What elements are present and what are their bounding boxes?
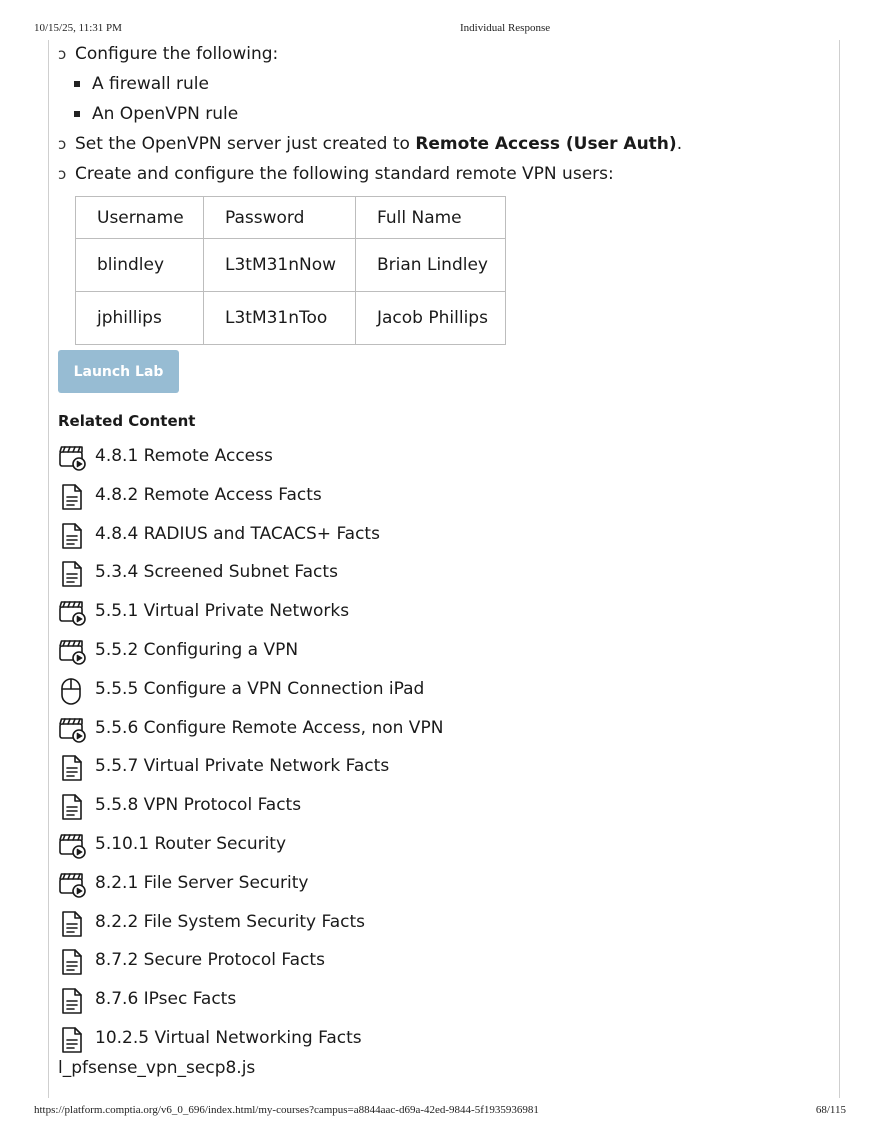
table-cell: Brian Lindley — [356, 239, 506, 292]
sub-item-label: An OpenVPN rule — [92, 104, 239, 124]
video-icon — [58, 638, 88, 666]
print-header — [34, 22, 846, 36]
print-title: Individual Response — [460, 22, 551, 34]
step-configure-label: Configure the following: — [75, 44, 279, 64]
document-icon — [58, 754, 88, 782]
mouse-icon — [58, 677, 88, 705]
related-content-link[interactable]: 8.2.1 File Server Security — [95, 872, 309, 893]
related-content-item[interactable] — [58, 442, 658, 472]
set-server-mode: Remote Access (User Auth) — [415, 134, 677, 154]
related-content-link[interactable]: 5.5.8 VPN Protocol Facts — [95, 795, 302, 816]
step-set-server-text — [75, 132, 682, 156]
table-header-cell: Username — [76, 197, 204, 239]
set-server-suffix: . — [676, 134, 683, 154]
video-icon — [58, 599, 88, 627]
related-content-link[interactable]: 8.7.2 Secure Protocol Facts — [95, 950, 325, 971]
step-bullet: ↄ — [58, 135, 67, 153]
related-content-title: Related Content — [58, 412, 196, 430]
set-server-prefix: Set the OpenVPN server just created to — [75, 134, 416, 154]
related-content-link[interactable]: 5.5.7 Virtual Private Network Facts — [95, 756, 390, 777]
related-content-item[interactable] — [58, 908, 658, 938]
related-content-link[interactable]: 5.5.2 Configuring a VPN — [95, 640, 299, 660]
related-content-item[interactable] — [58, 675, 658, 705]
step-create-users-label: Create and configure the following standard remote VPN users: — [75, 164, 614, 184]
table-cell: jphillips — [76, 292, 204, 345]
sub-item-label: A firewall rule — [92, 74, 209, 94]
related-content-item[interactable] — [58, 520, 658, 550]
related-content-item[interactable] — [58, 636, 658, 666]
related-content-item[interactable] — [58, 714, 658, 744]
square-bullet-icon — [74, 111, 80, 117]
step-bullet: ↄ — [58, 45, 67, 63]
document-icon — [58, 987, 88, 1015]
related-content-item[interactable] — [58, 985, 658, 1015]
document-icon — [58, 948, 88, 976]
table-row — [76, 239, 506, 292]
document-icon — [58, 522, 88, 550]
related-content-item[interactable] — [58, 597, 658, 627]
video-icon — [58, 871, 88, 899]
launch-lab-button[interactable]: Launch Lab — [58, 350, 179, 393]
users-table — [75, 196, 506, 345]
related-content-link[interactable]: 5.5.1 Virtual Private Networks — [95, 601, 350, 622]
table-row — [76, 292, 506, 345]
lab-filename: l_pfsense_vpn_secp8.js — [58, 1058, 256, 1078]
video-icon — [58, 832, 88, 860]
related-content-link[interactable]: 4.8.4 RADIUS and TACACS+ Facts — [95, 523, 380, 544]
print-datetime: 10/15/25, 11:31 PM — [34, 22, 122, 34]
table-header-cell: Password — [204, 197, 356, 239]
related-content-link[interactable]: 10.2.5 Virtual Networking Facts — [95, 1028, 362, 1048]
related-content-item[interactable] — [58, 869, 658, 899]
table-cell: L3tM31nToo — [204, 292, 356, 345]
related-content-link[interactable]: 4.8.1 Remote Access — [95, 446, 273, 466]
related-content-link[interactable]: 5.5.6 Configure Remote Access, non VPN — [95, 717, 444, 738]
related-content-link[interactable]: 8.7.6 IPsec Facts — [95, 989, 237, 1010]
print-page-number: 68/115 — [815, 1104, 846, 1116]
related-content-link[interactable]: 5.3.4 Screened Subnet Facts — [95, 562, 338, 583]
related-content-item[interactable] — [58, 1024, 658, 1054]
related-content-link[interactable]: 5.10.1 Router Security — [95, 834, 287, 854]
print-footer — [34, 1104, 846, 1118]
related-content-item[interactable] — [58, 791, 658, 821]
related-content-link[interactable]: 5.5.5 Configure a VPN Connection iPad — [95, 678, 425, 699]
print-url: https://platform.comptia.org/v6_0_696/index.html/my-courses?campus=a8844aac-d69a-42ed-9844-5f1935936981 — [34, 1104, 539, 1116]
document-icon — [58, 910, 88, 938]
table-header-cell: Full Name — [356, 197, 506, 239]
table-cell: L3tM31nNow — [204, 239, 356, 292]
related-content-item[interactable] — [58, 830, 658, 860]
related-content-item[interactable] — [58, 752, 658, 782]
related-content-link[interactable]: 8.2.2 File System Security Facts — [95, 911, 366, 932]
document-icon — [58, 560, 88, 588]
table-cell: blindley — [76, 239, 204, 292]
related-content-item[interactable] — [58, 946, 658, 976]
document-icon — [58, 483, 88, 511]
related-content-item[interactable] — [58, 481, 658, 511]
related-content-item[interactable] — [58, 558, 658, 588]
square-bullet-icon — [74, 81, 80, 87]
table-cell: Jacob Phillips — [356, 292, 506, 345]
table-header-row — [76, 197, 506, 239]
document-icon — [58, 1026, 88, 1054]
video-icon — [58, 444, 88, 472]
related-content-link[interactable]: 4.8.2 Remote Access Facts — [95, 484, 322, 505]
document-icon — [58, 793, 88, 821]
video-icon — [58, 716, 88, 744]
step-bullet: ↄ — [58, 165, 67, 183]
